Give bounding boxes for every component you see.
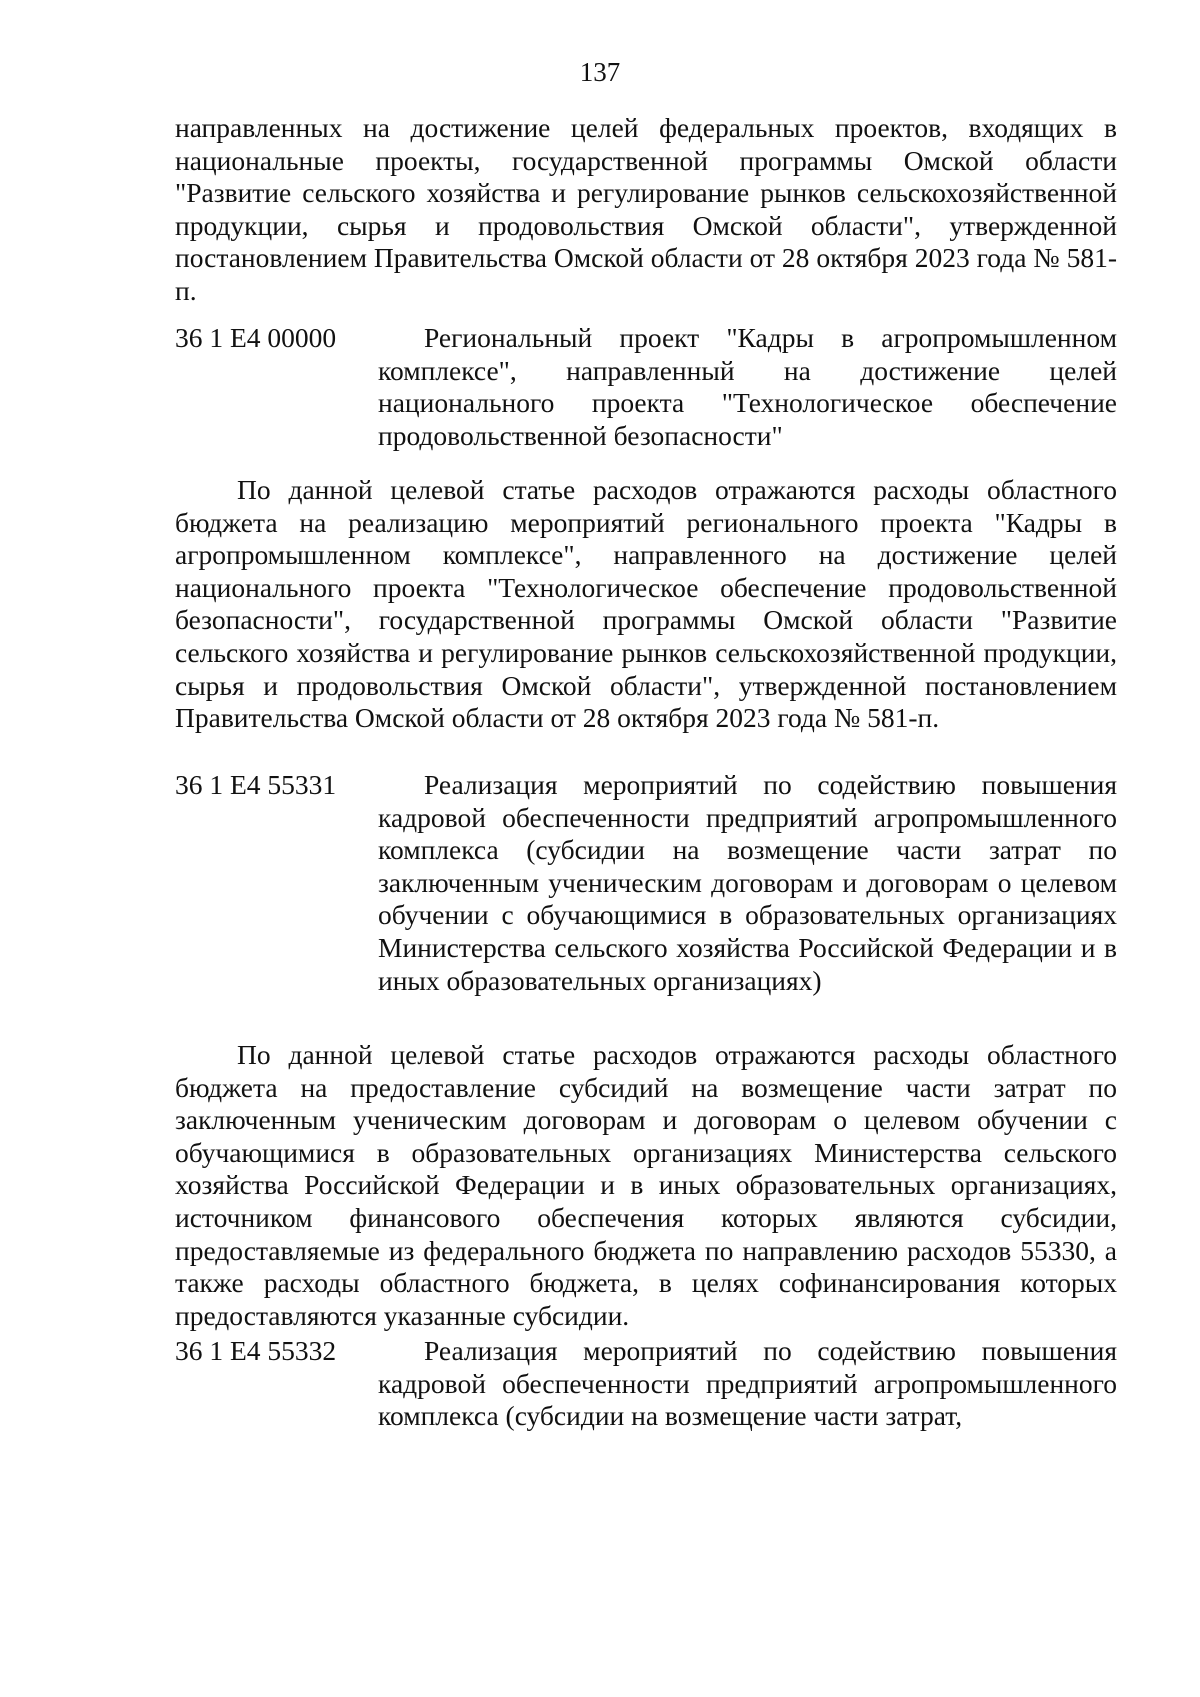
code-label: 36 1 Е4 55332	[175, 1335, 337, 1366]
code-label: 36 1 Е4 55331	[175, 769, 337, 800]
page-number: 137	[579, 57, 621, 87]
entry-description: Реализация мероприятий по содействию повышения кадровой обеспеченности предприятий агропромышленного комплекса (субсидии на возмещение части затрат,	[378, 1335, 1117, 1432]
paragraph-description: По данной целевой статье расходов отражаются расходы областного бюджета на реализацию мероприятий регионального проекта "Кадры в агропромышленном комплексе", направленного на достижение целей национального проекта "Технологическое обеспечение продовольственной безопасности", государственной программы Омской области "Развитие сельского хозяйства и регулирование рынков сельскохозяйственной продукции, сырья и продовольствия Омской области", утвержденной постановлением Правительства Омской области от 28 октября 2023 года № 581-п.	[175, 474, 1117, 734]
paragraph-continuation: направленных на достижение целей федеральных проектов, входящих в национальные проекты, государственной программы Омской области "Развитие сельского хозяйства и регулирование рынков сельскохозяйственной продукции, сырья и продовольствия Омской области", утвержденной постановлением Правительства Омской области от 28 октября 2023 года № 581-п.	[175, 112, 1117, 306]
entry-description: Реализация мероприятий по содействию повышения кадровой обеспеченности предприятий агропромышленного комплекса (субсидии на возмещение части затрат по заключенным ученическим договорам и договорам о целевом обучении с обучающимися в образовательных организациях Министерства сельского хозяйства Российской Федерации и в иных образовательных организациях)	[378, 769, 1117, 996]
entry-description: Региональный проект "Кадры в агропромышленном комплексе", направленный на достижение целей национального проекта "Технологическое обеспечение продовольственной безопасности"	[378, 322, 1117, 451]
paragraph-description: По данной целевой статье расходов отражаются расходы областного бюджета на предоставление субсидий на возмещение части затрат по заключенным ученическим договорам и договорам о целевом обучении с обучающимися в образовательных организациях Министерства сельского хозяйства Российской Федерации и в иных образовательных организациях, источником финансового обеспечения которых являются субсидии, предоставляемые из федерального бюджета по направлению расходов 55330, а также расходы областного бюджета, в целях софинансирования которых предоставляются указанные субсидии.	[175, 1039, 1117, 1331]
code-label: 36 1 Е4 00000	[175, 322, 337, 353]
